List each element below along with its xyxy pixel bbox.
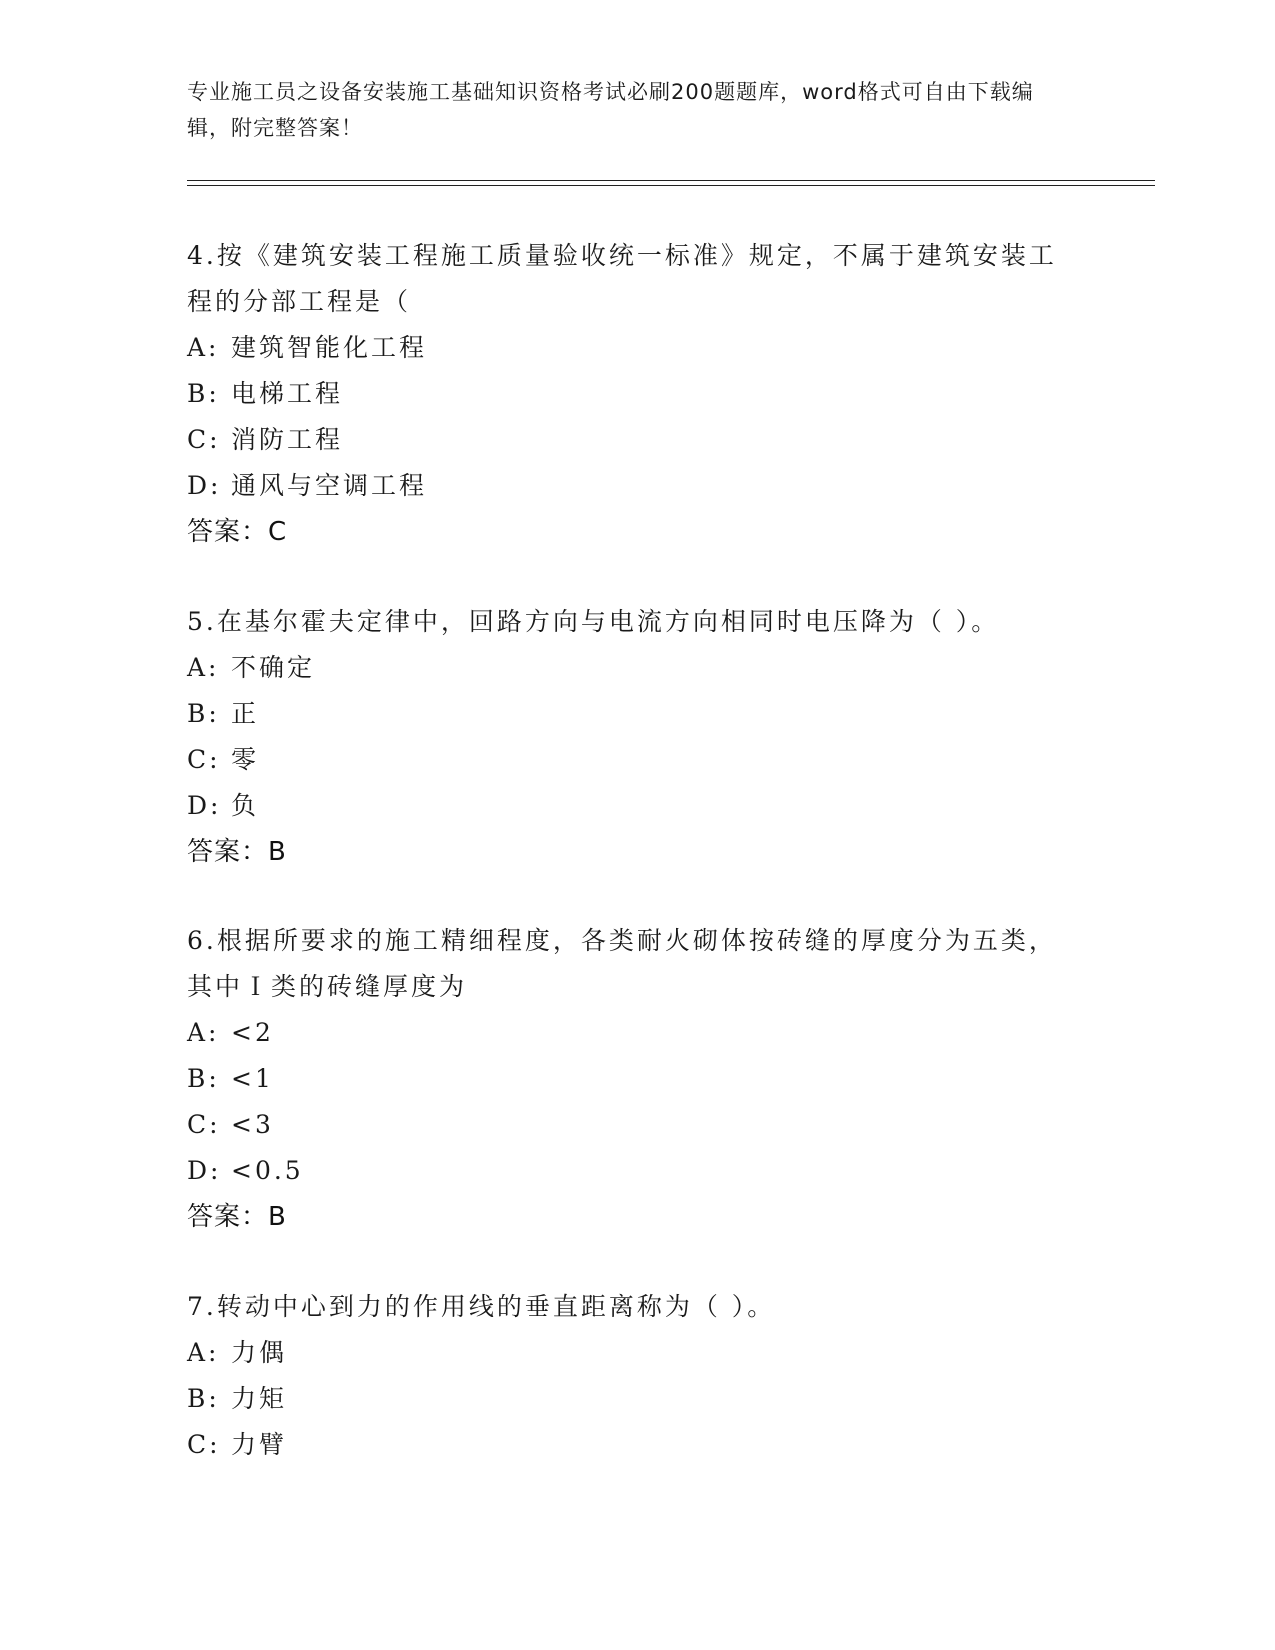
option-letter: B:	[187, 699, 220, 728]
option-a	[187, 325, 1067, 371]
question-5	[187, 599, 1067, 875]
answer-label: 答案：B	[187, 837, 287, 867]
answer-label: 答案：B	[187, 1202, 287, 1232]
option-text: 建筑智能化工程	[231, 333, 428, 362]
option-letter: D:	[187, 791, 222, 820]
question-stem: 5.在基尔霍夫定律中，回路方向与电流方向相同时电压降为（ ）。	[187, 607, 1000, 636]
option-text: 力偶	[231, 1338, 288, 1367]
option-a	[187, 645, 1067, 691]
option-text: 通风与空调工程	[231, 471, 428, 500]
option-letter: A:	[187, 1018, 220, 1047]
question-stem: 4.按《建筑安装工程施工质量验收统一标准》规定，不属于建筑安装工程的分部工程是（	[187, 241, 1057, 316]
option-text: <0.5	[231, 1156, 304, 1185]
option-b	[187, 1376, 1067, 1422]
option-letter: A:	[187, 1338, 220, 1367]
option-text: 零	[231, 745, 260, 774]
option-text: 力矩	[231, 1384, 288, 1413]
question-stem: 7.转动中心到力的作用线的垂直距离称为（ ）。	[187, 1292, 776, 1321]
question-4	[187, 233, 1067, 555]
option-text: 不确定	[231, 653, 316, 682]
option-letter: C:	[187, 425, 221, 454]
option-d	[187, 1148, 1067, 1194]
option-c	[187, 1102, 1067, 1148]
question-stem: 6.根据所要求的施工精细程度，各类耐火砌体按砖缝的厚度分为五类，其中Ｉ类的砖缝厚度为	[187, 926, 1057, 1001]
option-letter: B:	[187, 379, 220, 408]
option-letter: D:	[187, 1156, 222, 1185]
option-text: <1	[231, 1064, 274, 1093]
question-6	[187, 918, 1067, 1240]
option-letter: B:	[187, 1384, 220, 1413]
option-c	[187, 417, 1067, 463]
option-text: 正	[231, 699, 260, 728]
header-divider	[187, 180, 1155, 186]
option-c	[187, 1422, 1067, 1468]
question-7	[187, 1284, 1067, 1468]
option-a	[187, 1330, 1067, 1376]
option-letter: C:	[187, 1430, 221, 1459]
option-text: 力臂	[231, 1430, 288, 1459]
option-text: 消防工程	[231, 425, 344, 454]
option-d	[187, 463, 1067, 509]
option-c	[187, 737, 1067, 783]
option-a	[187, 1010, 1067, 1056]
document-header: 专业施工员之设备安装施工基础知识资格考试必刷200题题库，word格式可自由下载编辑，附完整答案！	[187, 80, 1034, 140]
option-text: 电梯工程	[231, 379, 344, 408]
option-letter: D:	[187, 471, 222, 500]
option-b	[187, 371, 1067, 417]
option-text: <2	[231, 1018, 274, 1047]
option-d	[187, 783, 1067, 829]
option-text: <3	[231, 1110, 274, 1139]
option-letter: A:	[187, 333, 220, 362]
option-letter: C:	[187, 1110, 221, 1139]
answer-label: 答案：C	[187, 517, 288, 547]
option-letter: C:	[187, 745, 221, 774]
option-letter: A:	[187, 653, 220, 682]
option-text: 负	[231, 791, 260, 820]
option-letter: B:	[187, 1064, 220, 1093]
option-b	[187, 1056, 1067, 1102]
option-b	[187, 691, 1067, 737]
